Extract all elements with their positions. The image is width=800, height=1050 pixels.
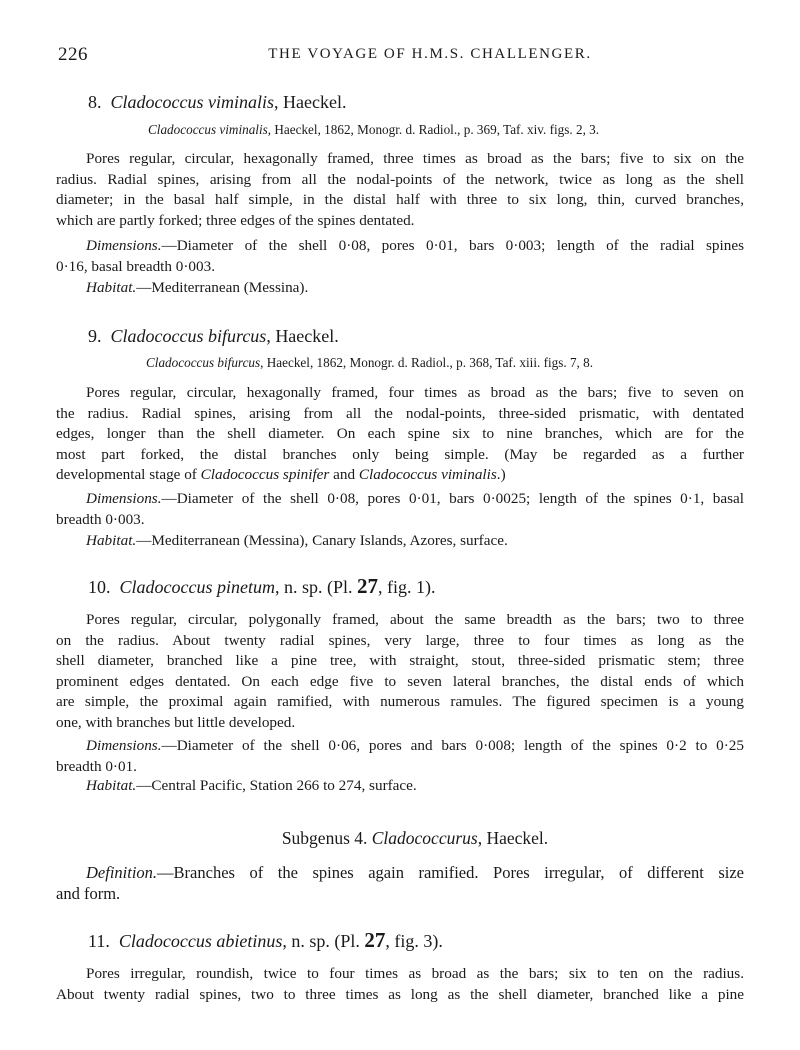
subgenus-heading: Subgenus 4. Cladococcurus, Haeckel.: [281, 828, 549, 848]
species-name: Cladococcus viminalis: [110, 92, 274, 112]
page-header: [58, 44, 742, 66]
species-description: Pores regular, circular, polygonally framed, about the same breadth as the bars; two to three on the radius. About twenty radial spines, very large, three to four times as long as the shell diameter, branched like a pine tree, with straight, stout, three-sided prismatic stem; three prominent edges dentated. On each edge five to seven lateral branches, the distal ends of which are simple, the proximal again ramified, with numerous ramules. The figured specimen is a young one, with branches but little developed.: [56, 611, 744, 731]
species-heading: 10. Cladococcus pinetum, n. sp. (Pl. 27, fig. 1).: [88, 574, 436, 598]
species-heading: 11. Cladococcus abietinus, n. sp. (Pl. 27, fig. 3).: [88, 928, 443, 952]
species-dimensions: Dimensions.—Diameter of the shell 0·06, pores and bars 0·008; length of the spines 0·2 to 0·25 breadth 0·01.: [56, 737, 744, 775]
subgenus-definition: Definition.—Branches of the spines again ramified. Pores irregular, of different size and form.: [56, 863, 744, 903]
species-citation: Cladococcus viminalis, Haeckel, 1862, Monogr. d. Radiol., p. 369, Taf. xiv. figs. 2, 3.: [148, 122, 600, 137]
species-heading: 9. Cladococcus bifurcus, Haeckel.: [88, 326, 339, 346]
plate-number: 27: [357, 574, 378, 598]
species-dimensions: Dimensions.—Diameter of the shell 0·08, pores 0·01, bars 0·0025; length of the spines 0·1, basal breadth 0·003.: [56, 490, 744, 528]
species-habitat: Habitat.—Central Pacific, Station 266 to 274, surface.: [86, 777, 417, 794]
species-habitat: Habitat.—Mediterranean (Messina), Canary Islands, Azores, surface.: [86, 532, 508, 549]
species-name: Cladococcus bifurcus: [110, 326, 267, 346]
running-title: THE VOYAGE OF H.M.S. CHALLENGER.: [268, 46, 592, 62]
species-description: Pores regular, circular, hexagonally framed, three times as broad as the bars; five to six on the radius. Radial spines, arising from all the nodal-points of the network, twice as long as the shell diameter; in the basal half simple, in the distal half with three to six long, thin, curved branches, which are partly forked; three edges of the spines dentated.: [56, 150, 744, 229]
species-name: Cladococcus pinetum: [119, 577, 275, 597]
species-dimensions: Dimensions.—Diameter of the shell 0·08, pores 0·01, bars 0·003; length of the radial spines 0·16, basal breadth 0·003.: [56, 237, 744, 275]
plate-number: 27: [364, 928, 386, 952]
species-citation: Cladococcus bifurcus, Haeckel, 1862, Monogr. d. Radiol., p. 368, Taf. xiii. figs. 7, 8.: [146, 355, 594, 370]
species-name: Cladococcus abietinus: [118, 931, 283, 951]
species-habitat: Habitat.—Mediterranean (Messina).: [86, 279, 309, 296]
species-heading: 8. Cladococcus viminalis, Haeckel.: [88, 92, 347, 112]
species-description: Pores irregular, roundish, twice to four times as broad as the bars; six to ten on the radius. About twenty radial spines, two to three times as long as the shell diameter, branched like a pine: [56, 965, 744, 1003]
species-description: Pores regular, circular, hexagonally framed, four times as broad as the bars; five to seven on the radius. Radial spines, arising from all the nodal-points, three-sided prismatic, with dentated edges, longer than the shell diameter. On each spine six to nine branches, which are for the most part forked, the distal branches only being simple. (May be regarded as a further developmental stage of Cladococcus spinifer and Cladococcus viminalis.): [56, 384, 744, 484]
page-number: 226: [58, 44, 88, 65]
